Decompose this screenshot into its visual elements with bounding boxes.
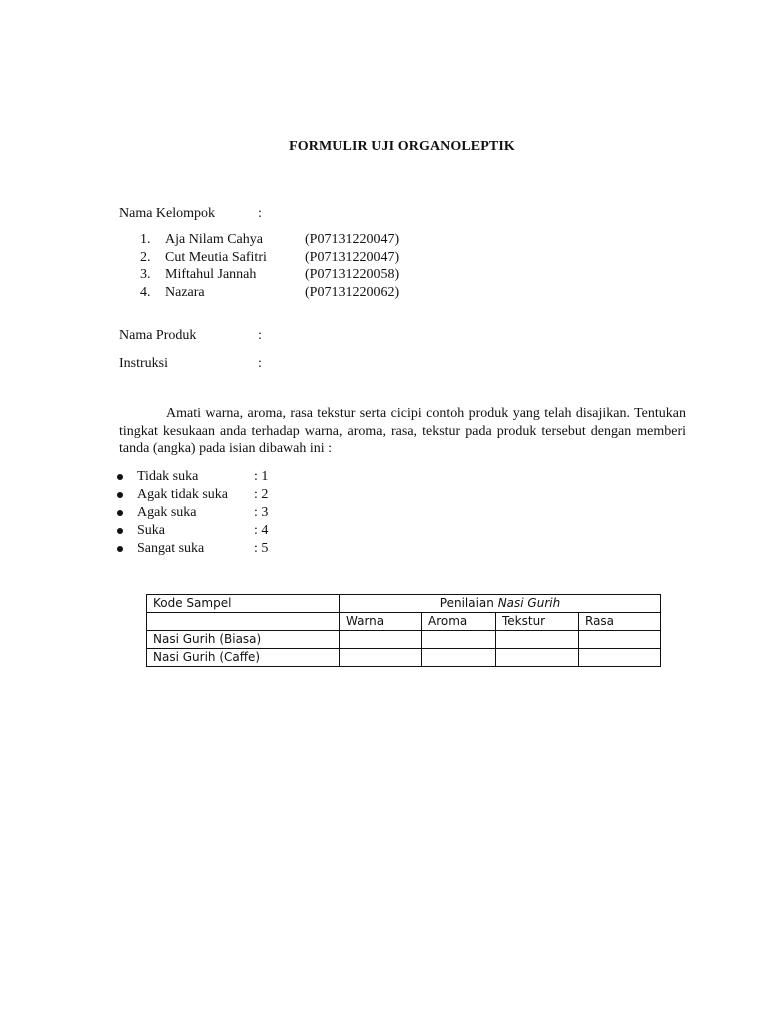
scale-item [117,486,268,504]
rating-cell[interactable] [422,649,496,667]
column-header-aroma: Aroma [422,613,496,631]
bullet-icon [117,528,123,534]
column-header-rasa: Rasa [579,613,661,631]
column-header-tekstur: Tekstur [496,613,579,631]
group-colon: : [258,206,262,221]
sample-name: Nasi Gurih (Biasa) [147,631,340,649]
member-nim: (P07131220047) [305,249,400,265]
product-field [119,327,262,345]
scale-value: : 3 [254,505,269,521]
rating-cell[interactable] [579,649,661,667]
scale-value: : 4 [254,523,269,539]
instruction-label: Instruksi [119,356,168,371]
member-item [140,231,399,249]
scale-item [117,504,268,522]
rating-scale-list [117,468,268,558]
table-row [147,631,661,649]
rating-header-product: Nasi Gurih [497,596,561,610]
instruction-text: Amati warna, aroma, rasa tekstur serta cicipi contoh produk yang telah disajikan. Tentukan tingkat kesukaan anda terhadap warna, aroma, rasa, tekstur pada produk tersebut dengan memberi tanda (angka) pada isian dibawah ini : [119,406,686,456]
scale-value: : 2 [254,487,269,503]
sample-code-header: Kode Sampel [147,595,340,613]
member-nim: (P07131220058) [305,267,400,282]
member-list [140,231,399,301]
form-title: FORMULIR UJI ORGANOLEPTIK [289,139,515,154]
rating-header [340,595,661,613]
scale-label: Suka [137,523,165,539]
rating-cell[interactable] [340,631,422,649]
rating-cell[interactable] [422,631,496,649]
member-name: Miftahul Jannah [165,267,257,282]
rating-cell[interactable] [496,631,579,649]
scale-item [117,540,268,558]
member-number: 4. [140,284,151,300]
scale-label: Sangat suka [137,541,205,557]
rating-cell[interactable] [340,649,422,667]
scale-item [117,522,268,540]
bullet-icon [117,492,123,498]
rating-cell[interactable] [496,649,579,667]
member-number: 2. [140,249,151,265]
group-label: Nama Kelompok [119,206,216,221]
table-header-row [147,595,661,613]
product-colon: : [258,328,262,343]
member-name: Aja Nilam Cahya [165,232,263,247]
rating-header-prefix: Penilaian [439,596,498,610]
scale-value: : 5 [254,541,269,557]
member-nim: (P07131220062) [305,284,400,300]
scale-label: Tidak suka [137,469,199,485]
member-number: 1. [140,232,151,247]
table-subheader-row [147,613,661,631]
member-item [140,284,399,302]
scale-label: Agak tidak suka [137,487,228,503]
bullet-icon [117,546,123,552]
group-field [119,205,262,223]
instruction-paragraph [119,405,686,458]
member-name: Nazara [165,284,205,300]
instruction-colon: : [258,356,262,371]
sample-name: Nasi Gurih (Caffe) [147,649,340,667]
product-label: Nama Produk [119,328,197,343]
member-item [140,266,399,284]
member-item [140,249,399,267]
scale-label: Agak suka [137,505,197,521]
instruction-field [119,355,262,373]
rating-table [146,594,661,667]
column-header-warna: Warna [340,613,422,631]
rating-cell[interactable] [579,631,661,649]
empty-cell [147,613,340,631]
member-number: 3. [140,267,151,282]
table-row [147,649,661,667]
bullet-icon [117,474,123,480]
member-nim: (P07131220047) [305,232,400,247]
scale-item [117,468,268,486]
member-name: Cut Meutia Safitri [165,249,267,265]
bullet-icon [117,510,123,516]
scale-value: : 1 [254,469,269,485]
